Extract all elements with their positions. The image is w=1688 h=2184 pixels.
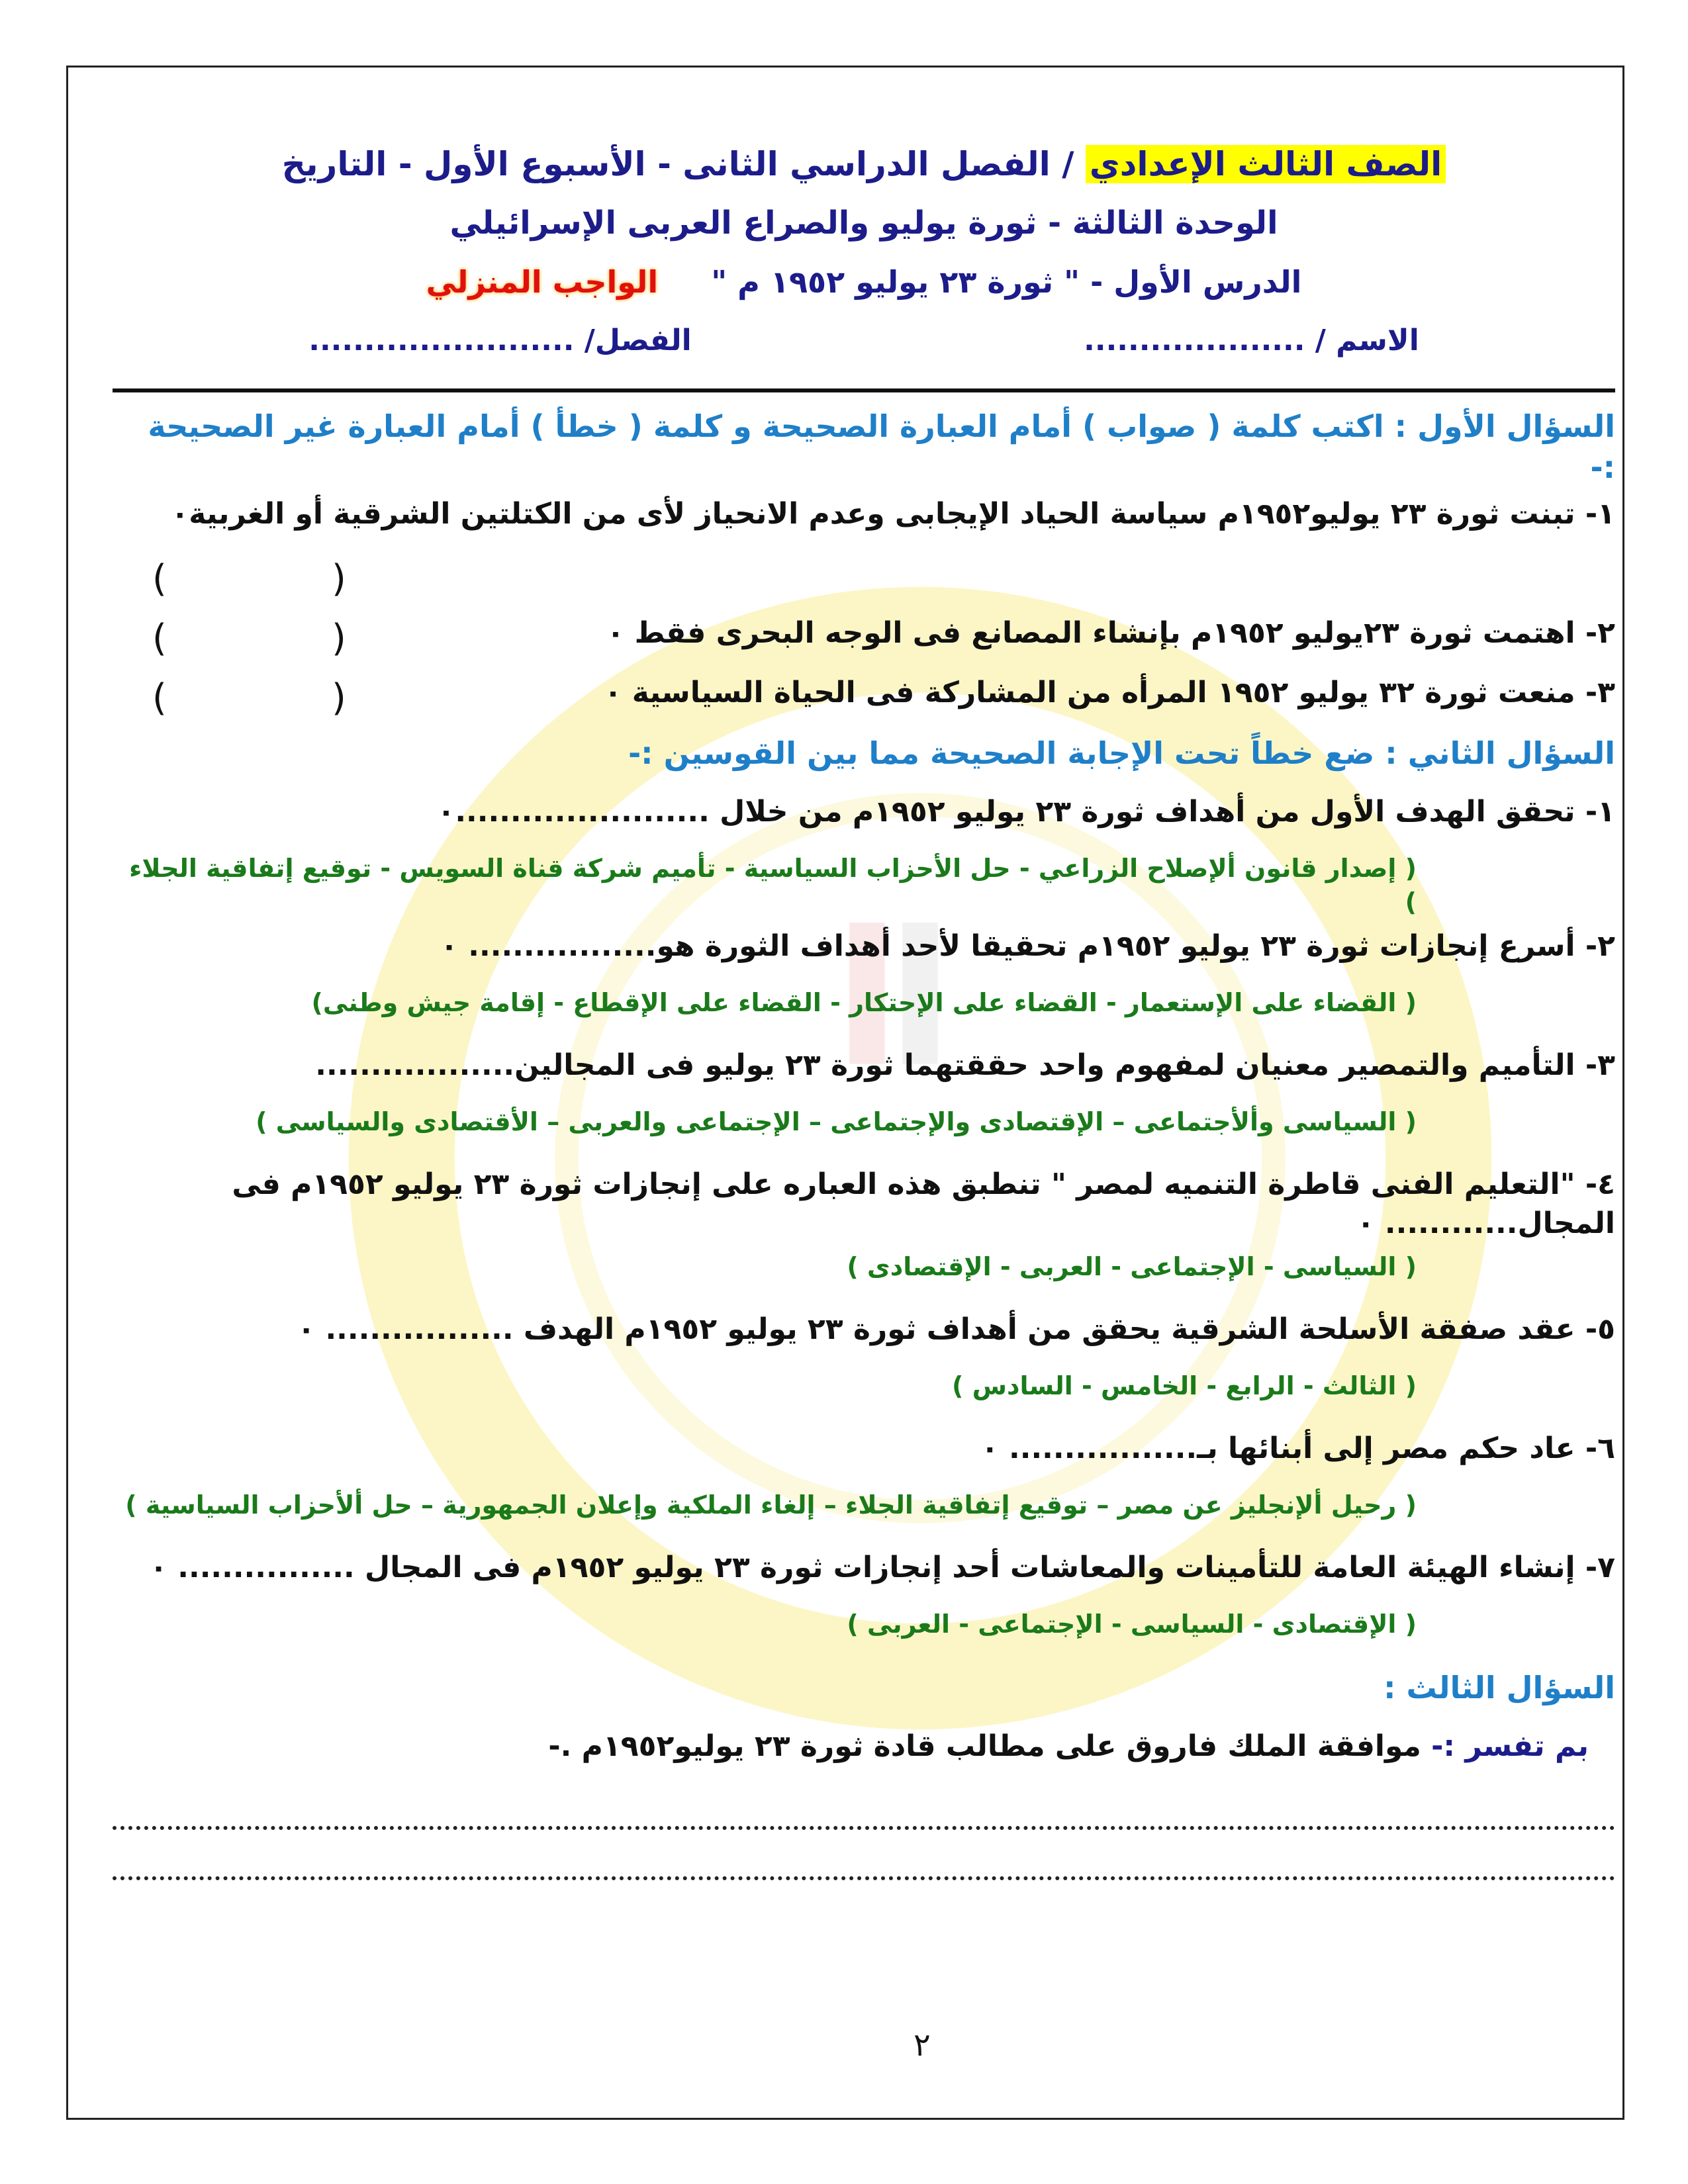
- q3-prompt-label: بم تفسر :-: [1431, 1729, 1589, 1763]
- q2-item-5: ٥- عقد صفقة الأسلحة الشرقية يحقق من أهداف ثورة ٢٣ يوليو ١٩٥٢م الهدف ................. ٠: [297, 1312, 1615, 1346]
- grade-highlight: الصف الثالث الإعدادي: [1086, 145, 1446, 183]
- student-fields: [113, 314, 1615, 374]
- header-grade-line: [113, 136, 1615, 195]
- page-number: ٢: [914, 2026, 931, 2064]
- q1-title: السؤال الأول : اكتب كلمة ( صواب ) أمام العبارة الصحيحة و كلمة ( خطأ ) أمام العبارة غير الصحيحة :-: [148, 408, 1615, 486]
- q2-options-7[interactable]: ( الإقتصادى - السياسى - الإجتماعى - العربى ): [847, 1609, 1417, 1639]
- worksheet-content: [113, 136, 1615, 1880]
- q2-options-6[interactable]: ( رحيل ألإنجليز عن مصر – توقيع إتفاقية الجلاء – إلغاء الملكية وإعلان الجمهورية – حل ألأحزاب السياسية ): [125, 1490, 1417, 1520]
- q1-answer-row-1: [113, 547, 1615, 607]
- q2-options-1[interactable]: ( إصدار قانون ألإصلاح الزراعي - حل الأحزاب السياسية - تأميم شركة قناة السويس - توقيع إتفاقية الجلاء ): [128, 854, 1417, 917]
- q1-answer-2[interactable]: ( ): [152, 617, 346, 660]
- q2-item-4: ٤- "التعليم الفنى قاطرة التنميه لمصر " تنطبق هذه العباره على إنجازات ثورة ٢٣ يوليو ١٩٥٢م فى المجال............ ٠: [232, 1167, 1615, 1241]
- term-line: / الفصل الدراسي الثانى - الأسبوع الأول - التاريخ: [281, 145, 1074, 183]
- class-field[interactable]: الفصل/ ........................: [308, 324, 692, 357]
- q1-item-1: ١- تبنت ثورة ٢٣ يوليو١٩٥٢م سياسة الحياد الإيجابى وعدم الانحياز لأى من الكتلتين الشرقية أو الغربية٠: [171, 497, 1615, 531]
- lesson-line: [113, 255, 1615, 314]
- q3-prompt-text: موافقة الملك فاروق على مطالب قادة ثورة ٢٣ يوليو١٩٥٢م .-: [548, 1729, 1432, 1763]
- q1-item-2: ٢- اهتمت ثورة ٢٣يوليو ١٩٥٢م بإنشاء المصانع فى الوجه البحرى فقط ٠: [606, 616, 1615, 651]
- q2-title: السؤال الثاني : ضع خطاً تحت الإجابة الصحيحة مما بين القوسين :-: [628, 735, 1615, 772]
- q2-item-3: ٣- التأميم والتمصير معنيان لمفهوم واحد حققتهما ثورة ٢٣ يوليو فى المجالين..................: [315, 1048, 1615, 1082]
- q1-row-2: [113, 607, 1615, 666]
- q2-item-7: ٧- إنشاء الهيئة العامة للتأمينات والمعاشات أحد إنجازات ثورة ٢٣ يوليو ١٩٥٢م فى المجال ................ ٠: [150, 1550, 1615, 1584]
- q2-options-3[interactable]: ( السياسى وألأجتماعى – الإقتصادى والإجتماعى – الإجتماعى والعربى – الأقتصادى والسياسى ): [256, 1107, 1417, 1136]
- lesson-title: الدرس الأول - " ثورة ٢٣ يوليو ١٩٥٢ م ": [711, 264, 1302, 300]
- q2-item-1: ١- تحقق الهدف الأول من أهداف ثورة ٢٣ يوليو ١٩٥٢م من خلال .......................٠: [437, 795, 1615, 829]
- q1-row-3: [113, 666, 1615, 726]
- q2-options-2[interactable]: ( القضاء على الإستعمار - القضاء على الإحتكار - القضاء على الإقطاع - إقامة جيش وطنى): [311, 987, 1417, 1017]
- answer-line-1[interactable]: [113, 1826, 1615, 1830]
- name-field[interactable]: الاسم / ....................: [1084, 324, 1419, 357]
- q3-title: السؤال الثالث :: [1383, 1669, 1615, 1706]
- q2-item-2: ٢- أسرع إنجازات ثورة ٢٣ يوليو ١٩٥٢م تحقيقا لأحد أهداف الثورة هو................. ٠: [440, 929, 1615, 963]
- q2-options-4[interactable]: ( السياسى - الإجتماعى - العربى - الإقتصادى ): [847, 1251, 1417, 1281]
- answer-line-2[interactable]: [113, 1876, 1615, 1880]
- q2-item-6: ٦- عاد حكم مصر إلى أبنائها بـ................. ٠: [980, 1431, 1615, 1465]
- q3-prompt: [113, 1720, 1615, 1780]
- header-divider: [113, 388, 1615, 392]
- q2-options-5[interactable]: ( الثالث - الرابع - الخامس - السادس ): [952, 1371, 1417, 1400]
- homework-label: الواجب المنزلي: [426, 264, 659, 300]
- q1-answer-3[interactable]: ( ): [152, 676, 346, 720]
- unit-title: الوحدة الثالثة - ثورة يوليو والصراع العربى الإسرائيلي: [449, 205, 1278, 242]
- q1-item-3: ٣- منعت ثورة ٣٢ يوليو ١٩٥٢ المرأه من المشاركة فى الحياة السياسية ٠: [604, 676, 1615, 710]
- q1-answer-1[interactable]: ( ): [152, 557, 346, 601]
